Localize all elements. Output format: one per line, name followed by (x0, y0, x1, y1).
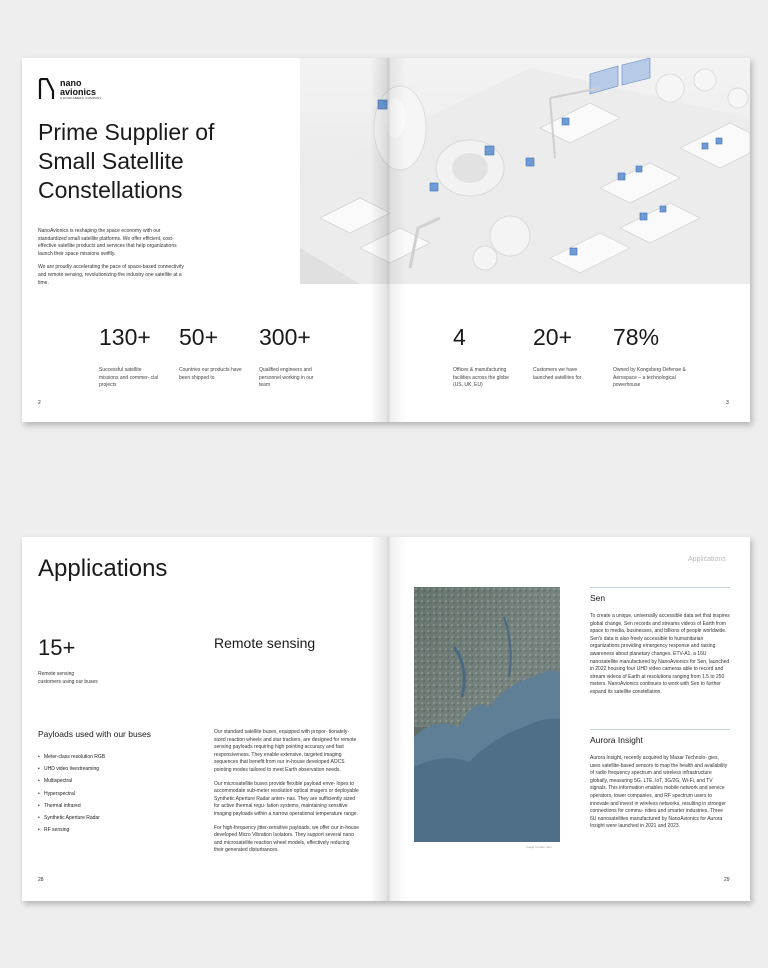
logo-n-icon (38, 78, 56, 100)
nanoavionics-logo (38, 78, 118, 102)
brochure-spread-applications (22, 537, 750, 901)
satellite-image (414, 587, 560, 842)
stat-description: Owned by Kongsberg Defense & Aerospace – a technological powerhouse (613, 367, 686, 389)
intro-paragraph: We are proudly accelerating the pace of space-based connectivity and remote sensing, revolutionizing the industry one satellite at a time. (38, 264, 184, 286)
payload-list (38, 751, 105, 836)
logo-line2: avionics (60, 86, 97, 97)
logo-line1: nano (60, 78, 82, 88)
body-paragraph: For high-frequency jitter-sensitive payloads, we offer our in-house developed Micro Vibration Isolators. They support several nano and microsatellite reaction wheel models, effectively reducing their generated disturbances. (214, 824, 359, 854)
page-number-right: 3 (726, 400, 729, 406)
stat-description: Qualified engineers and personnel working in our team (259, 367, 314, 389)
applications-title: Applications (38, 555, 168, 582)
list-item: • Synthetic Aperture Radar (38, 815, 100, 822)
page-number-left: 28 (38, 877, 44, 883)
book-gutter (370, 537, 406, 901)
stat-block (613, 324, 693, 390)
body-paragraph: Our standard satellite buses, equipped with propor- tionately-sized reaction wheels and star trackers, are designed for remote sensing payloads requiring high pointing accuracy and fast responsiveness. They enable extensive, targeted imaging sequences that benefit from our in-house developed AOCS pointing modes tailored to meet Earth observation needs. (214, 729, 357, 773)
list-item: • Multispectral (38, 778, 73, 785)
running-header: Applications (688, 556, 726, 563)
stat-description: Countries our products have been shipped to (179, 367, 242, 381)
hero-title-line: Small Satellite (38, 148, 184, 174)
hero-title (38, 118, 298, 205)
stat-block (99, 324, 169, 390)
case-title-aurora: Aurora Insight (590, 735, 643, 745)
stat-block (533, 324, 605, 382)
stat-description: Successful satellite missions and commer- cial projects (99, 367, 159, 389)
divider (590, 587, 730, 588)
stat-block (259, 324, 331, 390)
case-body-sen: To create a unique, universally accessible data set that inspires global change, Sen records and streams videos of Earth from space to media, businesses, and billions of people worldwide. Sen's data is also freely accessible to humanitarian organizations providing emergency response and raising awareness about planetary changes. ETV-A1, a 16U nanosatellite manufactured by NanoAvionics for Sen, launched in 2022 housing four UHD video cameras able to record and stream videos of Earth at resolutions ranging from 1.5 to 250 meters. NanoAvionics continues to work with Sen to further expand its satellite constellation. (590, 613, 730, 695)
section-title: Remote sensing (214, 635, 316, 651)
list-item: • Thermal infrared (38, 802, 81, 809)
facility-illustration (300, 58, 750, 284)
stat-description: Remote sensing customers using our buses (38, 671, 98, 685)
stat-block (179, 324, 251, 382)
case-body-aurora: Aurora Insight, recently acquired by Maxar Technolo- gies, uses satellite-based sensors to map the health and availability of radio frequency spectrum and wireless infrastructure globally, measuring 5G, LTE, IoT, 3G/2G, Wi-Fi, and TV signals. This information enables mobile network and service operators, tower companies, and RF spectrum users to innovate and invest in wireless networks, resulting in stronger connections for commu- nities and smarter industries. Three 6U nanosatellites manufactured by NanoAvionics for Aurora Insight were launched in 2021 and 2023. (590, 755, 728, 830)
stat-value: 130+ (99, 324, 151, 350)
hero-title-line: Prime Supplier of (38, 119, 215, 145)
logo-subtitle: A KONGSBERG COMPANY (60, 96, 102, 100)
stat-description: Customers we have launched satellites for (533, 367, 582, 381)
list-item: • Meter-class resolution RGB (38, 754, 106, 760)
intro-text (38, 228, 188, 293)
page-number-right: 29 (724, 877, 730, 883)
stat-value: 4 (453, 324, 466, 350)
image-credit: Image Credits: Sen (526, 845, 552, 849)
intro-paragraph: NanoAvionics is reshaping the space economy with our standardized small satellite platforms. We offer efficient, cost-effective satellite products and services that help organizations launch their space missions swiftly. (38, 228, 177, 257)
page-number-left: 2 (38, 400, 41, 406)
hero-title-line: Constellations (38, 177, 183, 203)
payloads-title: Payloads used with our buses (38, 729, 151, 739)
remote-sensing-text (214, 729, 360, 861)
divider (590, 729, 730, 730)
stat-value: 50+ (179, 324, 219, 350)
brochure-spread-overview (22, 58, 750, 422)
stat-value: 20+ (533, 324, 573, 350)
stat-value: 15+ (38, 635, 76, 660)
case-title-sen: Sen (590, 593, 606, 603)
list-item: • UHD video livestreaming (38, 766, 100, 773)
list-item: • RF sensing (38, 827, 70, 834)
list-item: • Hyperspectral (38, 790, 75, 797)
stat-block (453, 324, 525, 390)
stat-description: Offices & manufacturing facilities across the globe (US, UK, EU) (453, 367, 509, 389)
stat-value: 78% (613, 324, 660, 350)
stat-value: 300+ (259, 324, 311, 350)
body-paragraph: Our microsatellite buses provide flexible payload enve- lopes to accommodate sub-meter resolution optical imagers or deployable Synthetic Aperture Radar anten- nas. They are sufficiently sized for active thermal regu- lation systems, maintaining sensitive imaging payloads within a narrow operational temperature range. (214, 780, 359, 817)
